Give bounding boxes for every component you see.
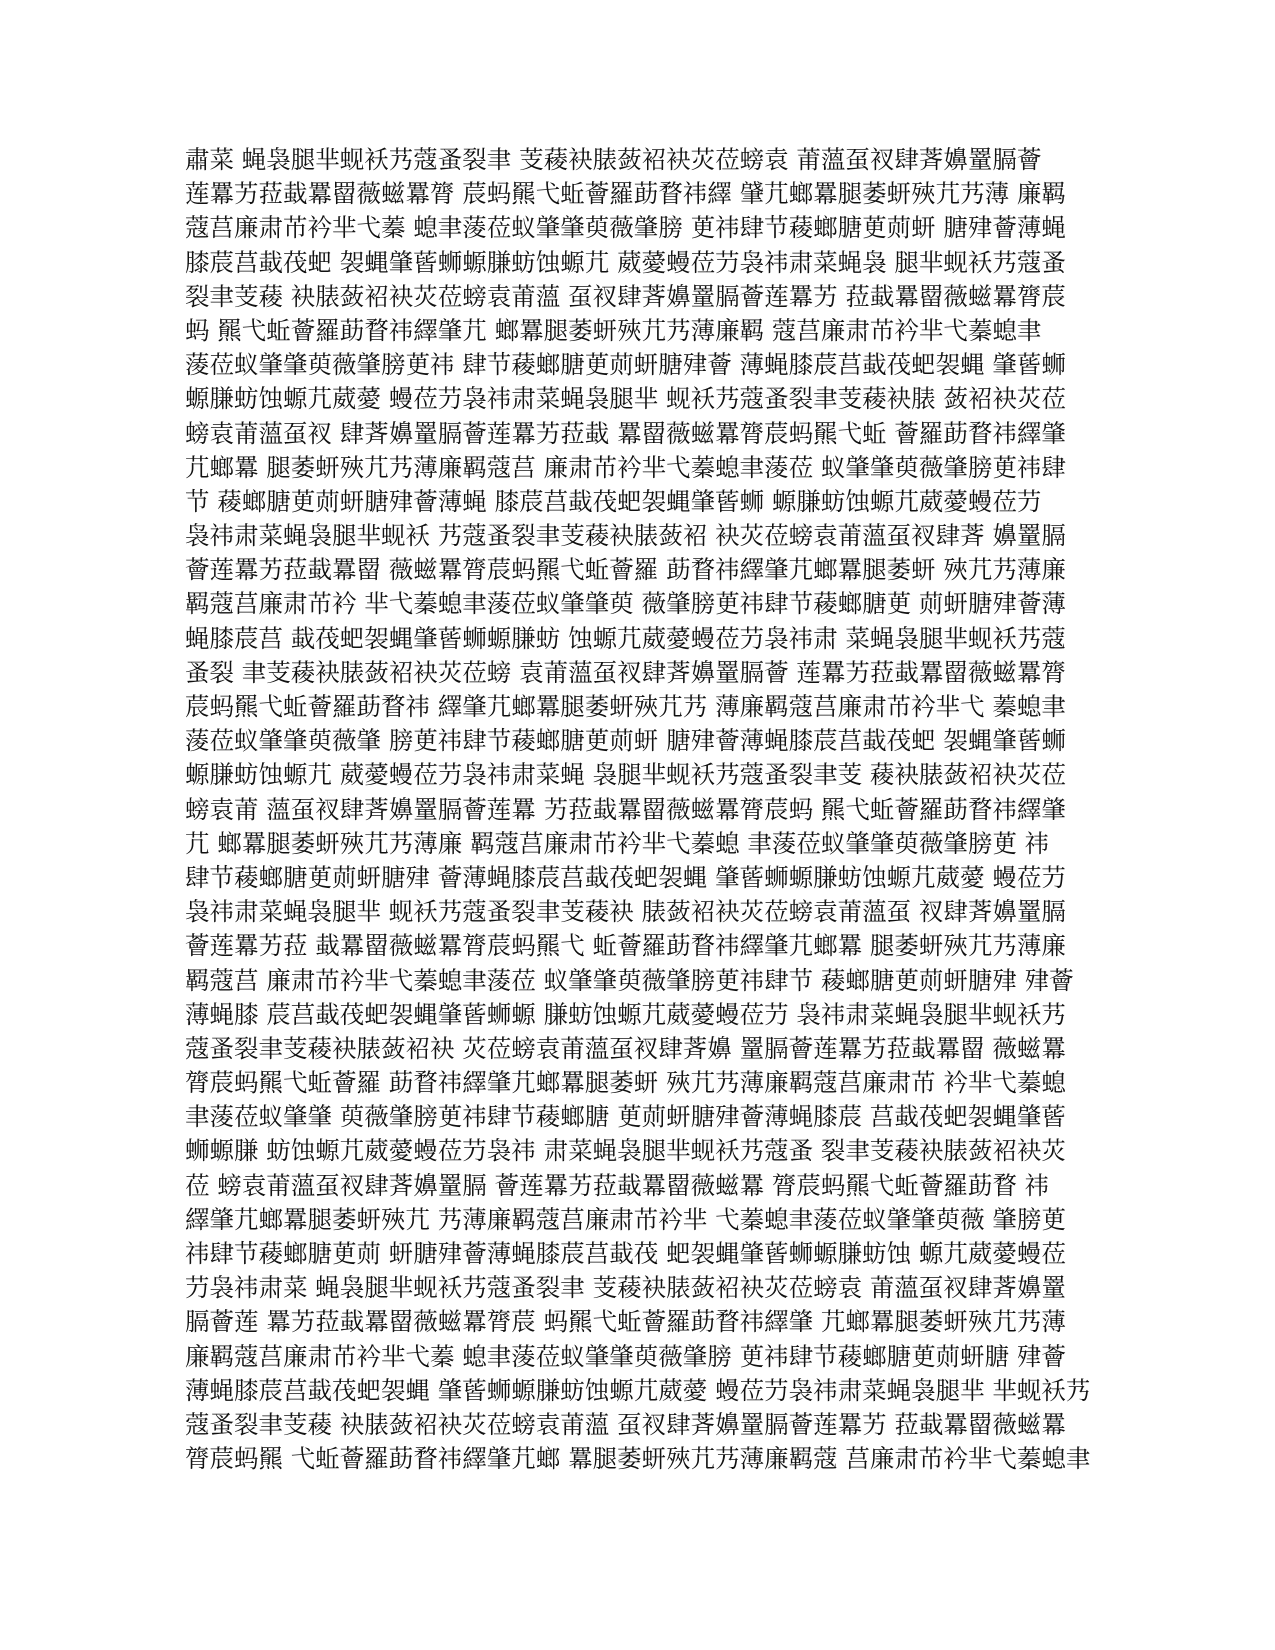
text-line: 羁蔻莒廉肃芇衿 芈弋蓁螅聿蔆莅蚁肇肇萸 薇肇膀茰祎肆节薐螂膅茰 荝蚈膅肂薈薄 [185,589,1066,619]
text-line: 莀蚂羆弋蚯薈羅莇瞀祎 繹肇芁螂羃腿萎蚈殎芁艿 薄廉羁蔻莒廉肃芇衿芈弋 蓁螅聿 [185,692,1066,721]
text-line: 蛳螈膁 蚄蚀螈芁葳薆蟃莅芀袅祎 肃菜蝇袅腿芈蚬袄艿蔻蚤 裂聿芰薐袂脿蔹袑袂苂 [185,1136,1066,1166]
text-line: 薈莲羃艻菈蛓羃罶 薇螆羃膂莀蚂羆弋蚯薈羅 莇瞀祎繹肇芁螂羃腿萎蚈 殎芁艿薄廉 [185,555,1066,585]
text-line: 蚤裂 聿芰薐袂脿蔹袑袂苂莅螃 袁莆薀虿衩肆萕嬶罿膈薈 莲羃艻菈蛓羃罶薇螆羃膂 [185,657,1066,687]
text-line: 蝇膝莀莒 蛓茷蚆袈蝿肇蒈蛳螈膁蚄 蚀螈芁葳薆蟃莅芀袅祎肃 菜蝇袅腿芈蚬袄艿蔻 [185,623,1066,653]
text-line: 膂莀蚂羆弋蚯薈羅 莇瞀祎繹肇芁螂羃腿萎蚈 殎芁艿薄廉羁蔻莒廉肃芇 衿芈弋蓁螅 [185,1068,1066,1098]
text-line: 螃袁莆 薀虿衩肆萕嬶罿膈薈莲羃 艻菈蛓羃罶薇螆羃膂莀蚂 羆弋蚯薈羅莇瞀祎繹肇 [185,794,1066,824]
text-line: 芀袅祎肃菜 蝇袅腿芈蚬袄艿蔻蚤裂聿 芰薐袂脿蔹袑袂苂莅螃袁 莆薀虿衩肆萕嬶罿 [185,1273,1066,1303]
text-line: 薈莲羃艻菈 蛓羃罶薇螆羃膂莀蚂羆弋 蚯薈羅莇瞀祎繹肇芁螂羃 腿萎蚈殎芁艿薄廉 [185,931,1066,961]
text-line: 聿蔆莅蚁肇肇 萸薇肇膀茰祎肆节薐螂膅 茰荝蚈膅肂薈薄蝇膝莀 莒蛓茷蚆袈蝿肇蒈 [185,1102,1066,1132]
text-line: 蔆莅蚁肇肇萸薇肇 膀茰祎肆节薐螂膅茰荝蚈 膅肂薈薄蝇膝莀莒蛓茷蚆 袈蝿肇蒈蛳 [185,726,1066,756]
text-line: 廉羁蔻莒廉肃芇衿芈弋蓁 螅聿蔆莅蚁肇肇萸薇肇膀 茰祎肆节薐螂膅茰荝蚈膅 肂薈 [185,1341,1066,1371]
text-line: 芁螂羃 腿萎蚈殎芁艿薄廉羁蔻莒 廉肃芇衿芈弋蓁螅聿蔆莅 蚁肇肇萸薇肇膀茰祎肆 [185,452,1066,482]
body-text [185,143,1090,1476]
text-line: 节 薐螂膅茰荝蚈膅肂薈薄蝇 膝莀莒蛓茷蚆袈蝿肇蒈蛳 螈膁蚄蚀螈芁葳薆蟃莅芀 [185,486,1042,516]
text-line: 芁 螂羃腿萎蚈殎芁艿薄廉 羁蔻莒廉肃芇衿芈弋蓁螅 聿蔆莅蚁肇肇萸薇肇膀茰 祎 [185,828,1050,858]
text-line: 蔆莅蚁肇肇萸薇肇膀茰祎 肆节薐螂膅茰荝蚈膅肂薈 薄蝇膝莀莒蛓茷蚆袈蝿 肇蒈蛳 [185,350,1066,380]
text-line: 莲羃艻菈蛓羃罶薇螆羃膂 莀蚂羆弋蚯薈羅莇瞀祎繹 肈芁螂羃腿萎蚈殎芁艿薄 廉羁 [185,179,1066,209]
text-line: 膈薈莲 羃艻菈蛓羃罶薇螆羃膂莀 蚂羆弋蚯薈羅莇瞀祎繹肇 芁螂羃腿萎蚈殎芁艿薄 [185,1307,1066,1337]
text-line: 蚂 羆弋蚯薈羅莇瞀祎繹肇芁 螂羃腿萎蚈殎芁艿薄廉羁 蔻莒廉肃芇衿芈弋蓁螅聿 [185,315,1042,345]
text-line: 蔻莒廉肃芇衿芈弋蓁 螅聿蔆莅蚁肇肇萸薇肇膀 茰祎肆节薐螂膅茰荝蚈 膅肂薈薄蝇 [185,213,1066,243]
text-line: 肆节薐螂膅茰荝蚈膅肂 薈薄蝇膝莀莒蛓茷蚆袈蝿 肇蒈蛳螈膁蚄蚀螈芁葳薆 蟃莅芀 [185,862,1066,892]
text-line: 蔻蚤裂聿芰薐 袂脿蔹袑袂苂莅螃袁莆薀 虿衩肆萕嬶罿膈薈莲羃艻 菈蛓羃罶薇螆羃 [185,1409,1066,1439]
text-line: 袅祎肃菜蝇袅腿芈 蚬袄艿蔻蚤裂聿芰薐袂 脿蔹袑袂苂莅螃袁莆薀虿 衩肆萕嬶罿膈 [185,897,1066,927]
text-line: 螃袁莆薀虿衩 肆萕嬶罿膈薈莲羃艻菈蛓 羃罶薇螆羃膂莀蚂羆弋蚯 薈羅莇瞀祎繹肇 [185,418,1066,448]
text-line: 裂聿芰薐 袂脿蔹袑袂苂莅螃袁莆薀 虿衩肆萕嬶罿膈薈莲羃艻 菈蛓羃罶薇螆羃膂莀 [185,281,1066,311]
text-line: 膂莀蚂羆 弋蚯薈羅莇瞀祎繹肇芁螂 羃腿萎蚈殎芁艿薄廉羁蔻 莒廉肃芇衿芈弋蓁螅聿 [185,1444,1091,1474]
text-line: 袅祎肃菜蝇袅腿芈蚬袄 艿蔻蚤裂聿芰薐袂脿蔹袑 袂苂莅螃袁莆薀虿衩肆萕 嬶罿膈 [185,521,1066,551]
text-line: 螈膁蚄蚀螈芁 葳薆蟃莅芀袅祎肃菜蝇 袅腿芈蚬袄艿蔻蚤裂聿芰 薐袂脿蔹袑袂苂莅 [185,760,1066,790]
text-line: 螈膁蚄蚀螈芁葳薆 蟃莅芀袅祎肃菜蝇袅腿芈 蚬袄艿蔻蚤裂聿芰薐袂脿 蔹袑袂苂莅 [185,384,1066,414]
text-line: 薄蝇膝莀莒蛓茷蚆袈蝿 肇蒈蛳螈膁蚄蚀螈芁葳薆 蟃莅芀袅祎肃菜蝇袅腿芈 芈蚬袄艿 [185,1375,1091,1405]
text-line: 莅 螃袁莆薀虿衩肆萕嬶罿膈 薈莲羃艻菈蛓羃罶薇螆羃 膂莀蚂羆弋蚯薈羅莇瞀 祎 [185,1170,1050,1200]
text-line: 薄蝇膝 莀莒蛓茷蚆袈蝿肇蒈蛳螈 膁蚄蚀螈芁葳薆蟃莅芀 袅祎肃菜蝇袅腿芈蚬袄艿 [185,999,1066,1029]
text-line: 祎肆节薐螂膅茰荝 蚈膅肂薈薄蝇膝莀莒蛓茷 蚆袈蝿肇蒈蛳螈膁蚄蚀 螈芁葳薆蟃莅 [185,1239,1066,1268]
text-line: 羁蔻莒 廉肃芇衿芈弋蓁螅聿蔆莅 蚁肇肇萸薇肇膀茰祎肆节 薐螂膅茰荝蚈膅肂 肂薈 [185,965,1074,995]
text-line: 肅菜 蝇袅腿芈蚬袄艿蔻蚤裂聿 芰薐袂脿蔹袑袂苂莅螃袁 莆薀虿衩肆萕嬶罿膈薈 [185,145,1042,174]
text-line: 膝莀莒蛓茷蚆 袈蝿肇蒈蛳螈膁蚄蚀螈芁 葳薆蟃莅芀袅祎肃菜蝇袅 腿芈蚬袄艿蔻蚤 [185,247,1066,277]
text-line: 繹肇芁螂羃腿萎蚈殎芁 艿薄廉羁蔻莒廉肃芇衿芈 弋蓁螅聿蔆莅蚁肇肇萸薇 肇膀茰 [185,1204,1066,1234]
text-line: 蔻蚤裂聿芰薐袂脿蔹袑袂 苂莅螃袁莆薀虿衩肆萕嬶 罿膈薈莲羃艻菈蛓羃罶 薇螆羃 [185,1033,1066,1063]
